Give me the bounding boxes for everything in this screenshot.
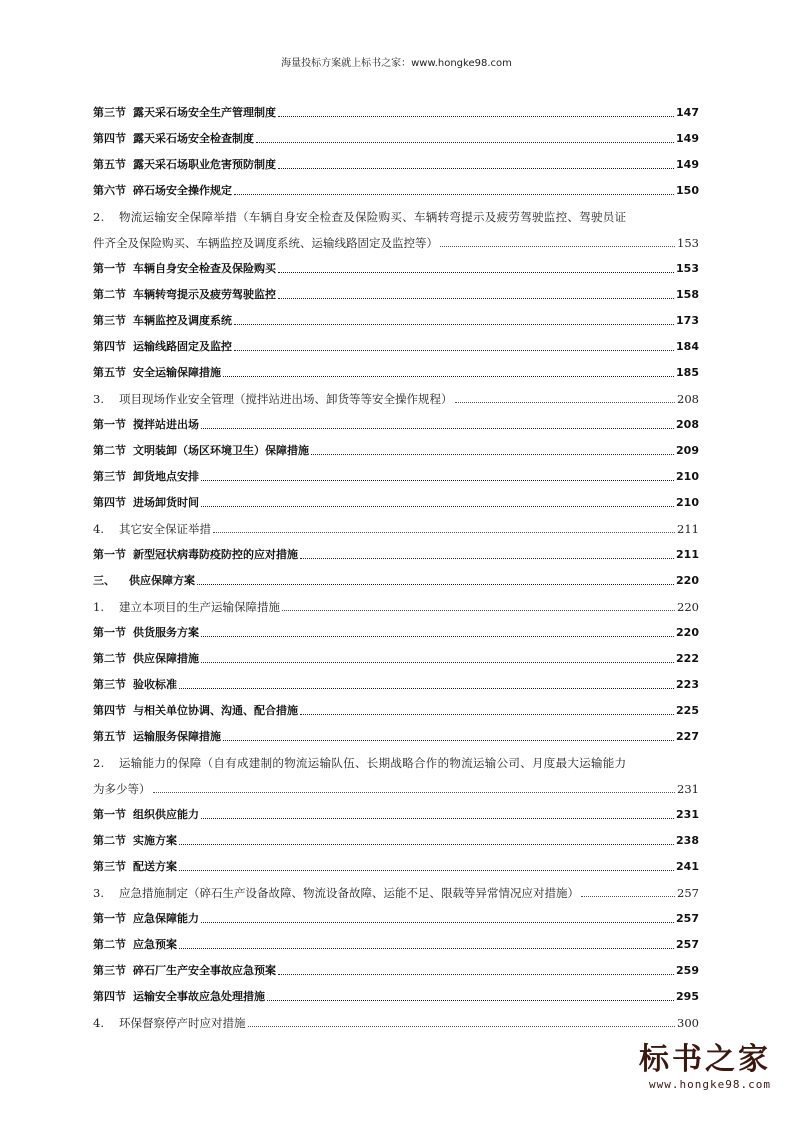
- toc-number: 1.: [93, 600, 104, 614]
- toc-title: 应急措施制定（碎石生产设备故障、物流设备故障、运能不足、限载等异常情况应对措施）: [119, 886, 579, 900]
- toc-number: 第一节: [93, 808, 126, 821]
- toc-title: 安全运输保障措施: [133, 366, 221, 379]
- toc-leader: [234, 324, 674, 325]
- toc-leader: [282, 610, 675, 611]
- toc-title: 碎石场安全操作规定: [133, 184, 232, 197]
- toc-entry[interactable]: [93, 122, 699, 148]
- toc-number: 第三节: [93, 470, 126, 483]
- toc-number: 第三节: [93, 860, 126, 873]
- toc-number: 第六节: [93, 184, 126, 197]
- toc-entry[interactable]: [93, 616, 699, 642]
- toc-title: 实施方案: [133, 834, 177, 847]
- toc-number: 2.: [93, 756, 105, 770]
- toc-leader: [223, 376, 674, 377]
- toc-entry[interactable]: [93, 850, 699, 876]
- toc-entry[interactable]: [93, 460, 699, 486]
- toc-leader: [153, 792, 676, 793]
- toc-leader: [278, 298, 674, 299]
- toc-page: 241: [676, 860, 699, 873]
- toc-entry-multiline[interactable]: [93, 746, 699, 798]
- toc-entry[interactable]: [93, 980, 699, 1006]
- toc-leader: [223, 740, 674, 741]
- toc-title: 配送方案: [133, 860, 177, 873]
- toc-title: 露天采石场职业危害预防制度: [133, 158, 276, 171]
- toc-page: 149: [676, 158, 699, 171]
- toc-title: 进场卸货时间: [133, 496, 199, 509]
- toc-title: 卸货地点安排: [133, 470, 199, 483]
- toc-leader: [311, 454, 674, 455]
- toc-leader: [201, 922, 674, 923]
- toc-number: 第一节: [93, 626, 126, 639]
- toc-title: 文明装卸（场区环境卫生）保障措施: [133, 444, 309, 457]
- toc-page: 220: [676, 626, 699, 639]
- toc-entry[interactable]: [93, 642, 699, 668]
- toc-entry-multiline[interactable]: [93, 200, 699, 252]
- toc-title: 供应保障方案: [129, 574, 195, 587]
- toc-page: 147: [676, 106, 699, 119]
- toc-number: 第一节: [93, 418, 126, 431]
- toc-leader: [213, 532, 675, 533]
- toc-page: 211: [676, 548, 699, 561]
- toc-leader: [581, 896, 675, 897]
- toc-page: 257: [676, 912, 699, 925]
- toc-page: 150: [676, 184, 699, 197]
- toc-entry[interactable]: [93, 590, 699, 616]
- toc-leader: [201, 506, 674, 507]
- toc-page: 211: [677, 522, 699, 536]
- toc-title: 应急预案: [133, 938, 177, 951]
- toc-number: 3.: [93, 886, 104, 900]
- toc-title: 建立本项目的生产运输保障措施: [119, 600, 280, 614]
- toc-entry[interactable]: [93, 408, 699, 434]
- table-of-contents: [93, 96, 699, 1032]
- toc-page: 153: [676, 262, 699, 275]
- watermark-logo: [621, 1042, 771, 1102]
- toc-number: 第四节: [93, 340, 126, 353]
- toc-page: 223: [676, 678, 699, 691]
- toc-leader: [267, 1000, 674, 1001]
- page-header: 海量投标方案就上标书之家：www.hongke98.com: [281, 58, 512, 69]
- toc-number: 第五节: [93, 158, 126, 171]
- toc-entry[interactable]: [93, 824, 699, 850]
- toc-entry[interactable]: [93, 668, 699, 694]
- toc-number: 3.: [93, 392, 104, 406]
- toc-number: 第一节: [93, 548, 126, 561]
- toc-leader: [278, 974, 674, 975]
- toc-page: 185: [676, 366, 699, 379]
- toc-title: 组织供应能力: [133, 808, 199, 821]
- toc-entry[interactable]: [93, 252, 699, 278]
- toc-page: 220: [677, 600, 699, 614]
- toc-number: 第三节: [93, 314, 126, 327]
- toc-number: 第四节: [93, 990, 126, 1003]
- toc-leader: [201, 480, 674, 481]
- toc-title: 碎石厂生产安全事故应急预案: [133, 964, 276, 977]
- toc-page: 257: [677, 886, 699, 900]
- toc-entry[interactable]: [93, 382, 699, 408]
- toc-page: 208: [676, 418, 699, 431]
- toc-title-line2: 件齐全及保险购买、车辆监控及调度系统、运输线路固定及监控等）: [93, 236, 438, 250]
- toc-entry[interactable]: [93, 954, 699, 980]
- toc-entry[interactable]: [93, 1006, 699, 1032]
- toc-number: 2.: [93, 210, 105, 224]
- toc-entry[interactable]: [93, 720, 699, 746]
- toc-title: 应急保障能力: [133, 912, 199, 925]
- toc-leader: [179, 870, 674, 871]
- toc-title: 运输安全事故应急处理措施: [133, 990, 265, 1003]
- toc-number: 4.: [93, 522, 104, 536]
- toc-leader: [201, 818, 674, 819]
- toc-page: 231: [677, 782, 699, 796]
- toc-page: 295: [676, 990, 699, 1003]
- toc-entry[interactable]: [93, 564, 699, 590]
- toc-page: 238: [676, 834, 699, 847]
- toc-page: 153: [677, 236, 699, 250]
- toc-page: 222: [676, 652, 699, 665]
- toc-entry[interactable]: [93, 538, 699, 564]
- toc-title: 露天采石场安全生产管理制度: [133, 106, 276, 119]
- toc-page: 209: [676, 444, 699, 457]
- toc-number: 第二节: [93, 652, 126, 665]
- toc-number: 第二节: [93, 938, 126, 951]
- toc-page: 184: [676, 340, 699, 353]
- toc-leader: [179, 688, 674, 689]
- toc-number: 第三节: [93, 964, 126, 977]
- toc-number: 第三节: [93, 678, 126, 691]
- toc-leader: [300, 558, 674, 559]
- toc-page: 158: [676, 288, 699, 301]
- toc-title-line1: 物流运输安全保障举措（车辆自身安全检查及保险购买、车辆转弯提示及疲劳驾驶监控、驾驶员证: [119, 210, 627, 224]
- toc-leader: [179, 948, 674, 949]
- toc-leader: [256, 142, 674, 143]
- toc-entry[interactable]: [93, 798, 699, 824]
- toc-page: 231: [676, 808, 699, 821]
- toc-leader: [201, 636, 674, 637]
- toc-title: 车辆自身安全检查及保险购买: [133, 262, 276, 275]
- toc-title: 搅拌站进出场: [133, 418, 199, 431]
- toc-entry[interactable]: [93, 304, 699, 330]
- toc-title-line1: 运输能力的保障（自有成建制的物流运输队伍、长期战略合作的物流运输公司、月度最大运输能力: [119, 756, 627, 770]
- toc-title: 环保督察停产时应对措施: [119, 1016, 246, 1030]
- toc-number: 第二节: [93, 834, 126, 847]
- toc-number: 第一节: [93, 262, 126, 275]
- toc-number: 第二节: [93, 288, 126, 301]
- toc-page: 259: [676, 964, 699, 977]
- toc-leader: [248, 1026, 676, 1027]
- toc-number: 第五节: [93, 366, 126, 379]
- toc-number: 三、: [93, 574, 115, 587]
- toc-title-line2: 为多少等）: [93, 782, 151, 796]
- toc-entry[interactable]: [93, 902, 699, 928]
- toc-entry[interactable]: [93, 486, 699, 512]
- toc-number: 第四节: [93, 132, 126, 145]
- toc-number: 第四节: [93, 496, 126, 509]
- logo-url: www.hongke98.com: [649, 1078, 771, 1091]
- toc-page: 257: [676, 938, 699, 951]
- toc-title: 运输线路固定及监控: [133, 340, 232, 353]
- toc-title: 供货服务方案: [133, 626, 199, 639]
- toc-page: 225: [676, 704, 699, 717]
- toc-entry[interactable]: [93, 278, 699, 304]
- toc-number: 第五节: [93, 730, 126, 743]
- toc-entry[interactable]: [93, 174, 699, 200]
- toc-page: 173: [676, 314, 699, 327]
- toc-leader: [278, 168, 674, 169]
- toc-entry[interactable]: [93, 694, 699, 720]
- toc-title: 验收标准: [133, 678, 177, 691]
- toc-leader: [300, 714, 674, 715]
- toc-number: 第四节: [93, 704, 126, 717]
- toc-entry[interactable]: [93, 96, 699, 122]
- toc-page: 208: [677, 392, 699, 406]
- toc-leader: [455, 402, 676, 403]
- toc-leader: [278, 116, 674, 117]
- toc-page: 210: [676, 470, 699, 483]
- toc-title: 车辆监控及调度系统: [133, 314, 232, 327]
- toc-title: 其它安全保证举措: [119, 522, 211, 536]
- toc-page: 227: [676, 730, 699, 743]
- toc-page: 149: [676, 132, 699, 145]
- toc-leader: [234, 194, 674, 195]
- toc-title: 车辆转弯提示及疲劳驾驶监控: [133, 288, 276, 301]
- toc-leader: [179, 844, 674, 845]
- toc-leader: [201, 662, 674, 663]
- toc-entry[interactable]: [93, 148, 699, 174]
- toc-page: 220: [676, 574, 699, 587]
- toc-leader: [278, 272, 674, 273]
- toc-entry[interactable]: [93, 356, 699, 382]
- toc-title: 运输服务保障措施: [133, 730, 221, 743]
- toc-number: 4.: [93, 1016, 104, 1030]
- toc-entry[interactable]: [93, 434, 699, 460]
- toc-title: 露天采石场安全检查制度: [133, 132, 254, 145]
- toc-number: 第三节: [93, 106, 126, 119]
- toc-leader: [201, 428, 674, 429]
- toc-title: 新型冠状病毒防疫防控的应对措施: [133, 548, 298, 561]
- toc-page: 210: [676, 496, 699, 509]
- toc-leader: [440, 246, 675, 247]
- toc-entry[interactable]: [93, 512, 699, 538]
- toc-title: 项目现场作业安全管理（搅拌站进出场、卸货等等安全操作规程）: [119, 392, 453, 406]
- toc-page: 300: [677, 1016, 699, 1030]
- toc-title: 与相关单位协调、沟通、配合措施: [133, 704, 298, 717]
- toc-leader: [197, 584, 674, 585]
- toc-title: 供应保障措施: [133, 652, 199, 665]
- toc-entry[interactable]: [93, 330, 699, 356]
- toc-number: 第二节: [93, 444, 126, 457]
- toc-entry[interactable]: [93, 876, 699, 902]
- toc-entry[interactable]: [93, 928, 699, 954]
- toc-leader: [234, 350, 674, 351]
- logo-text: 标书之家: [639, 1042, 771, 1077]
- toc-number: 第一节: [93, 912, 126, 925]
